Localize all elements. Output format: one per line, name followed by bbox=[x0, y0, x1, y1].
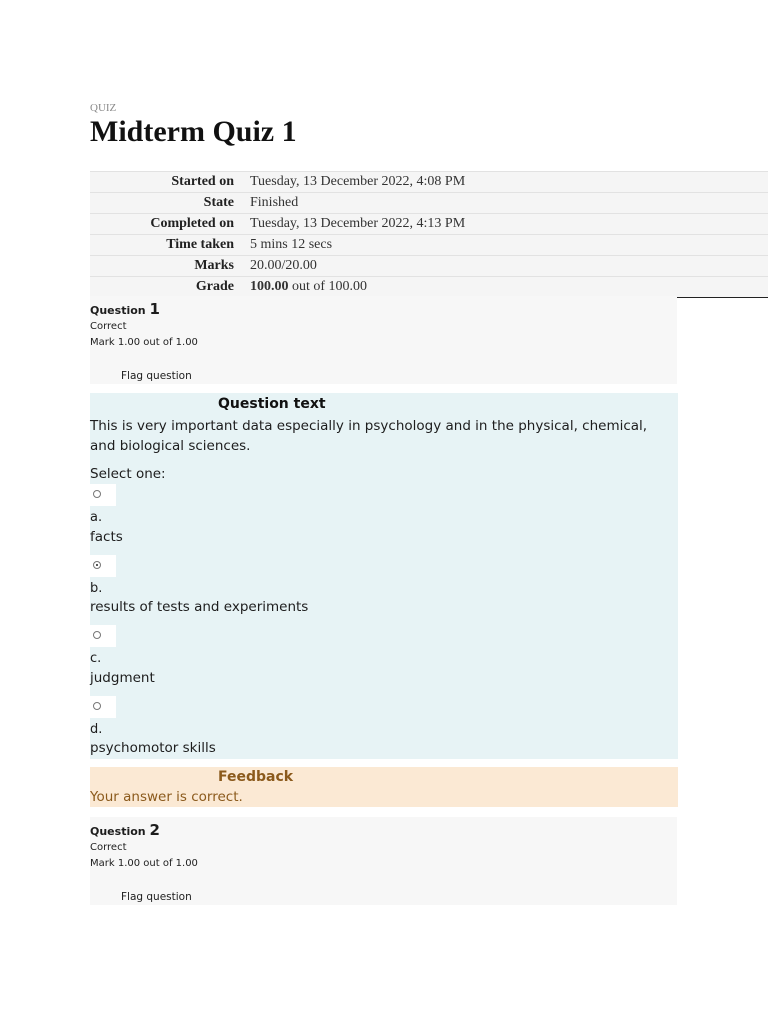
page-title: Midterm Quiz 1 bbox=[90, 115, 297, 148]
summary-value: Tuesday, 13 December 2022, 4:13 PM bbox=[242, 214, 768, 235]
summary-label: Marks bbox=[90, 256, 242, 277]
option-c-radio[interactable] bbox=[90, 625, 116, 647]
question-mark: Mark 1.00 out of 1.00 bbox=[90, 858, 198, 869]
option-d-label[interactable]: psychomotor skills bbox=[90, 740, 216, 756]
summary-row-time-taken bbox=[90, 235, 768, 256]
summary-row-started bbox=[90, 172, 768, 193]
question-info-2 bbox=[90, 817, 677, 905]
option-b-radio[interactable] bbox=[90, 555, 116, 577]
summary-label: Started on bbox=[90, 172, 242, 193]
summary-row-completed bbox=[90, 214, 768, 235]
summary-value: Finished bbox=[242, 193, 768, 214]
option-b-letter: b. bbox=[90, 581, 103, 596]
summary-value: 20.00/20.00 bbox=[242, 256, 768, 277]
flag-question-link[interactable]: Flag question bbox=[121, 370, 192, 382]
question-label: Question bbox=[90, 825, 150, 838]
question-text-heading: Question text bbox=[218, 396, 326, 412]
radio-checked-icon bbox=[93, 561, 101, 569]
question-label: Question bbox=[90, 304, 150, 317]
radio-unchecked-icon bbox=[93, 631, 101, 639]
option-a-radio[interactable] bbox=[90, 484, 116, 506]
feedback-heading: Feedback bbox=[218, 769, 294, 785]
question-state: Correct bbox=[90, 842, 127, 853]
option-c-label[interactable]: judgment bbox=[90, 670, 155, 686]
summary-row-state bbox=[90, 193, 768, 214]
feedback-text: Your answer is correct. bbox=[90, 789, 243, 805]
question-number-value: 1 bbox=[149, 300, 160, 318]
question-formulation bbox=[90, 393, 678, 759]
summary-row-marks bbox=[90, 256, 768, 277]
option-d-radio[interactable] bbox=[90, 696, 116, 718]
summary-value: 5 mins 12 secs bbox=[242, 235, 768, 256]
grade-out-of: out of 100.00 bbox=[288, 279, 368, 294]
select-one-prompt: Select one: bbox=[90, 466, 166, 482]
option-b-label[interactable]: results of tests and experiments bbox=[90, 599, 309, 615]
radio-unchecked-icon bbox=[93, 490, 101, 498]
question-number bbox=[90, 300, 160, 318]
summary-value bbox=[242, 277, 768, 298]
summary-label: State bbox=[90, 193, 242, 214]
question-number bbox=[90, 821, 160, 839]
option-a-label[interactable]: facts bbox=[90, 529, 123, 545]
flag-question-link[interactable]: Flag question bbox=[121, 891, 192, 903]
question-mark: Mark 1.00 out of 1.00 bbox=[90, 337, 198, 348]
summary-label: Completed on bbox=[90, 214, 242, 235]
attempt-summary-table bbox=[90, 171, 768, 298]
breadcrumb[interactable]: QUIZ bbox=[90, 102, 117, 114]
option-c-letter: c. bbox=[90, 651, 102, 666]
option-d-letter: d. bbox=[90, 722, 103, 737]
question-number-value: 2 bbox=[149, 821, 160, 839]
summary-label: Grade bbox=[90, 277, 242, 298]
question-state: Correct bbox=[90, 321, 127, 332]
summary-row-grade bbox=[90, 277, 768, 298]
grade-score: 100.00 bbox=[250, 279, 289, 294]
feedback-panel bbox=[90, 767, 678, 807]
radio-unchecked-icon bbox=[93, 702, 101, 710]
question-text: This is very important data especially in psychology and in the physical, chemical, and biological sciences. bbox=[90, 418, 648, 454]
summary-label: Time taken bbox=[90, 235, 242, 256]
summary-value: Tuesday, 13 December 2022, 4:08 PM bbox=[242, 172, 768, 193]
question-info-1 bbox=[90, 296, 677, 384]
option-a-letter: a. bbox=[90, 510, 103, 525]
